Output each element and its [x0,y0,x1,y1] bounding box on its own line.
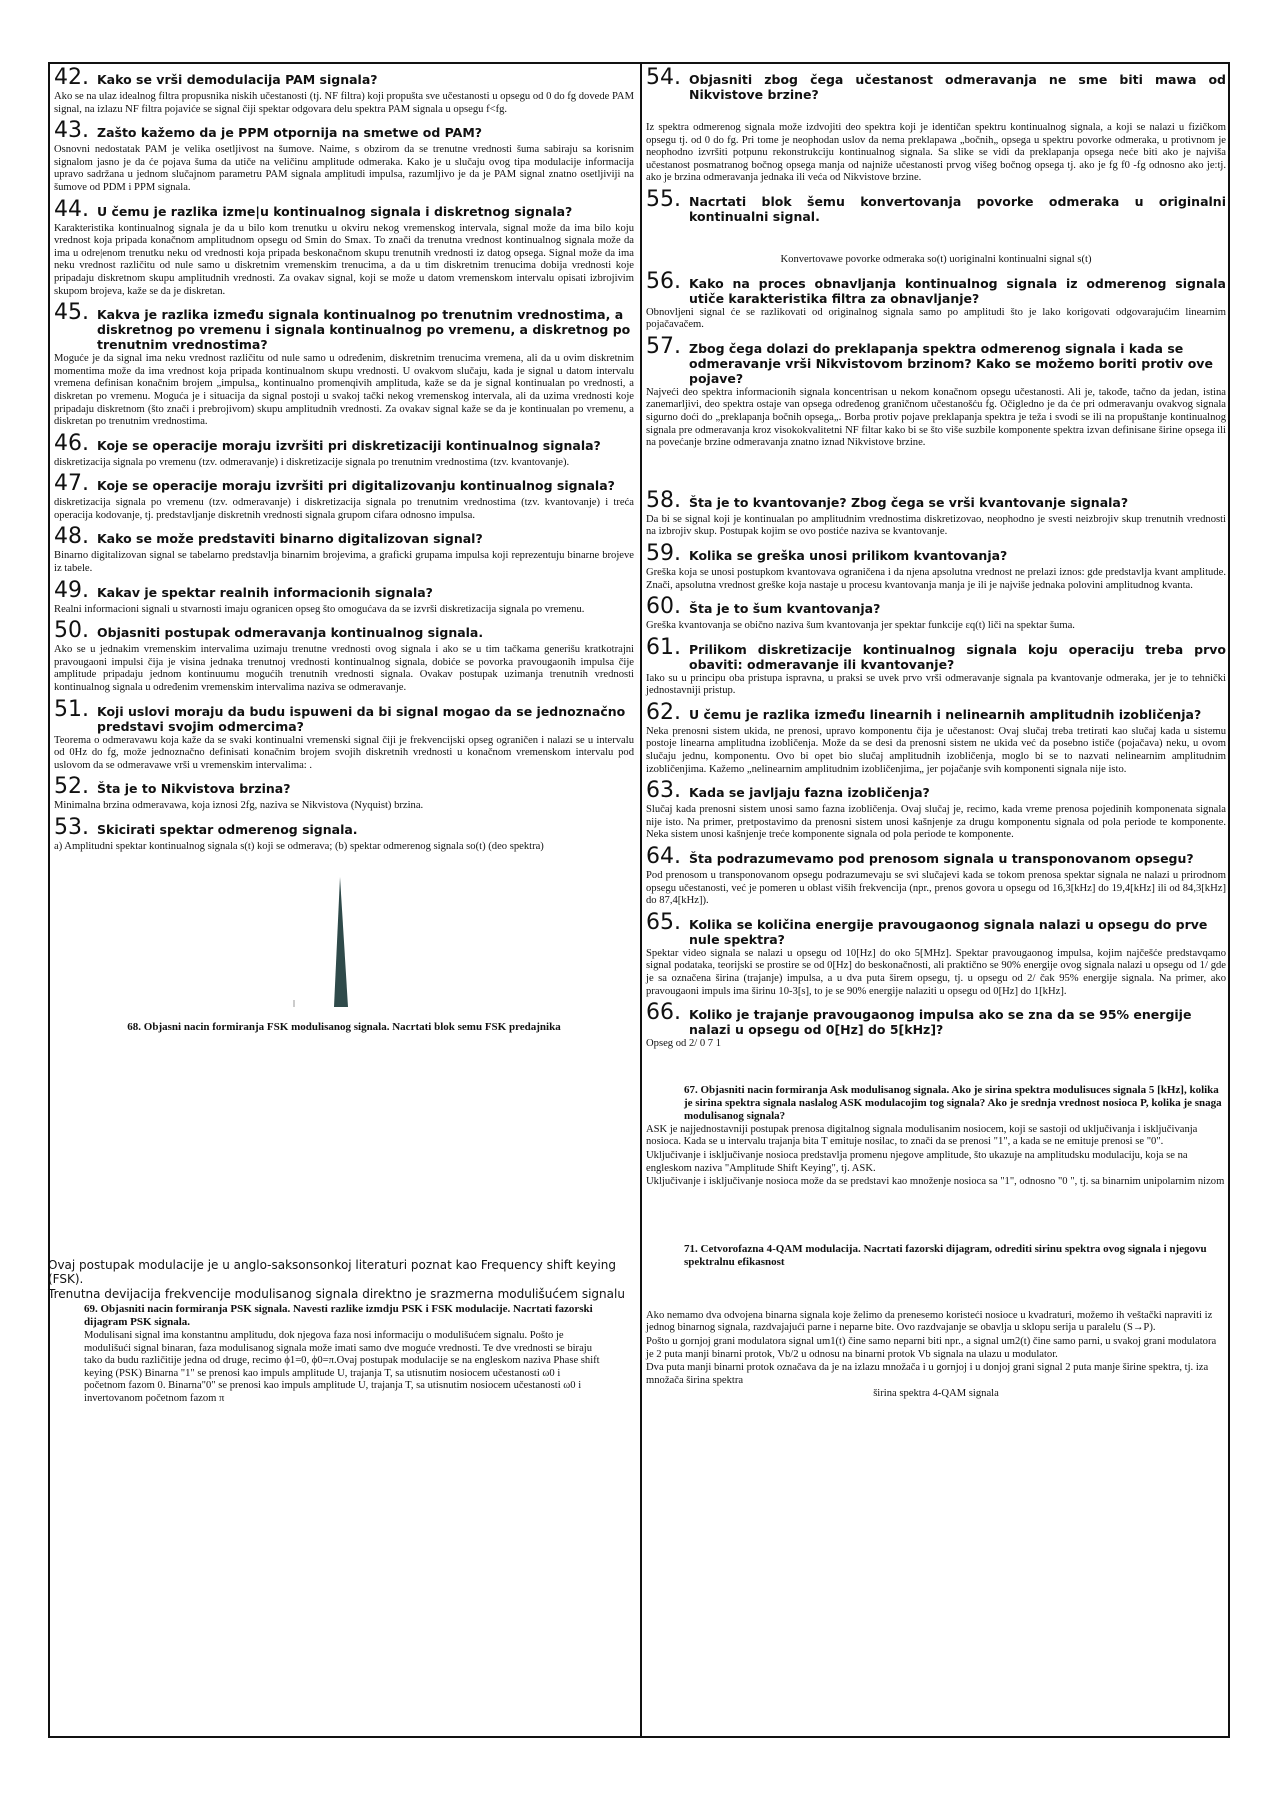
question-number: 48. [54,524,89,550]
question-number: 51. [54,696,89,722]
answer-text: Osnovni nedostatak PAM je velika osetljivost na šumove. Naime, s obzirom da se trenutne vrednosti šuma sabiraju sa korisnim signalom jasno je da će pojava šuma da utiče na veličinu amplitude odmeraka. Kako je u slučaju ovog tipa modulacije informacija upravo sadržana u jednom slučajnom parametru PAM signala amplitudi impulsa, razumljivo je da je PAM signal znatno osetljiviji na šumove od PDM i PPM signala. [54,144,634,193]
answer-text: Binarno digitalizovan signal se tabelarno predstavlja binarnim brojevima, a graficki grupama impulsa koji reprezentuju binarne brojeve iz tabele. [54,550,634,575]
answer-text: Slučaj kada prenosni sistem unosi samo fazna izobličenja. Ovaj slučaj je, recimo, kada vreme prenosa pojedinih komponenata signala nije isto. Na primer, pretpostavimo da prenosni sistem unosi kašnjenje za drugu komponentu signala od pola periode te komponente. Neka sistem unosi kašnjenje treće komponente signala od pola periode te komponente. [646,804,1226,841]
question-number: 64. [646,844,681,870]
answer-text: Greška koja se unosi postupkom kvantovava ograničena i da njena apsolutna vrednost ne prelazi iznos: gde predstavlja kvant amplitude. Znači, apsolutna vrednost greške koja nastaje u procesu kvantovanja manja je ili je najviše jednaka polovini amplitudnog kvanta. [646,566,1226,591]
question-title: Kada se javljaju fazna izobličenja? [689,785,930,801]
question-number: 55. [646,186,681,212]
question-59 [646,542,1226,592]
question-number: 54. [646,65,681,90]
fsk-line-2: Trenutna devijacija frekvencije modulisanog signala direktno je srazmerna modulišućem signalu [48,1286,625,1301]
question-title: Prilikom diskretizacije kontinualnog signala koju operaciju treba prvo obaviti: odmeravanje ili kvantovanje? [689,641,1226,672]
question-number: 49. [54,577,89,603]
question-title: Koji uslovi moraju da budu ispuweni da bi signal mogao da se jednoznačno predstavi svojim odmercima? [97,703,626,734]
answer-text: Minimalna brzina odmeravawa, koja iznosi 2fg, naziva se Nikvistova (Nyquist) brzina. [54,800,424,812]
answer-text: Greška kvantovanja se obično naziva šum kvantovanja jer spektar funkcije εq(t) liči na spektar šuma. [646,620,1075,632]
question-number: 56. [646,268,681,294]
question-title: Šta je to kvantovanje? Zbog čega se vrši kvantovanje signala? [689,494,1129,510]
question-61 [646,636,1226,698]
question-42 [54,66,634,116]
question-number: 59. [646,540,681,566]
question-56 [646,270,1226,332]
answer-text: Obnovljeni signal će se razlikovati od originalnog signala samo po amplitudi što je lako korigovati odgovarajućim linearnim pojačavačem. [646,306,1226,331]
question-title: Koje se operacije moraju izvršiti pri digitalizovanju kontinualnog signala? [97,478,615,494]
question-number: 47. [54,471,89,497]
question-58 [646,489,1226,539]
question-title: Kakav je spektar realnih informacionih signala? [97,584,433,600]
question-number: 45. [54,300,89,326]
blank-space [54,1034,634,1258]
answer-text: Konvertovawe povorke odmeraka so(t) uoriginalni kontinualni signal s(t) [780,253,1092,265]
question-title: Zbog čega dolazi do preklapanja spektra odmerenog signala i kada se odmeravanje vrši Nikvistovom brzinom? Kako se možemo boriti protiv ove pojave? [689,340,1213,386]
question-71 [646,1243,1226,1401]
figure-caption: širina spektra 4-QAM signala [873,1388,999,1400]
question-title: U čemu je razlika izme|u kontinualnog signala i diskretnog signala? [97,203,573,219]
question-title: Šta je to šum kvantovanja? [689,601,881,617]
answer-text: Iz spektra odmerenog signala može izdvojiti deo spektra koji je identičan spektru kontinualnog signala, a koji se nalazi u fizičkom opsegu tj. od 0 do fg. Pri tome je neophodan uslov da nema preklapawa „bočnih„ opsega u spektru povorke odmeraka, u protivnom je neophodno izvršiti potpunu rekonstrukciju kontinualnog signala. Sa slike se vidi da preklapanja opsega neće biti ako je najviša učestanost posmatranog bočnog opsega manja od najniže učestanosti prvog višeg bočnog opsega tj. ako je fg f0 -fg odnosno ako je:tj. ako je brzina odmeravanja jednaka ili veća od Nikvistove brzine. [646,122,1226,184]
question-number: 62. [646,699,681,725]
spectrum-peak [334,877,348,1007]
answer-text: Teorema o odmeravawu koja kaže da se svaki kontinualni vremenski signal čiji je frekvencijski opseg ograničen i nalazi se u intervalu od 0Hz do fg, može jednoznačno definisati konačnim brojem svojih diskretnih vrednosti u konačnom vremenskom intervalu pod uslovom da se odmeravawe vrši u vremenskim intervalima: . [54,734,634,771]
question-65 [646,911,1226,998]
question-title: Kolika se greška unosi prilikom kvantovanja? [689,547,1008,563]
answer-text: diskretizacija signala po vremenu (tzv. odmeravanje) i diskretizacija signala po trenutnim vrednostima (tzv. kvantovanje) i treća operacija kodovanje, tj. predstavljanje diskretnih vrednosti signala grupom cifara odnosno impulsa. [54,497,634,521]
blank-space [646,1189,1226,1243]
left-column [48,65,634,1734]
answer-text-1: ASK je najjednostavniji postupak prenosa digitalnog signala modulisanim nosiocem, koji se sastoji od uključivanja i isključivanja nosioca. Kada se u intervalu trajanja bita T emituje nosilac, to znači da se prenosi "1", a kada se ne emituje prenosi se "0". [646,1123,1198,1148]
question-number: 66. [646,1000,681,1026]
answer-text: Karakteristika kontinualnog signala je da u bilo kom trenutku u okviru nekog vremenskog intervala, signal može da ima bilo koju vrednost koja pripada konačnom amplitudnom opsegu od Smin do Smax. To znači da trenutna vrednost kontinualnog signala može da ima u odre|enom trenutku neku od vrednosti koja pripada beskonačnom skupu trenutnih vrednosti iz datog opsega. Signal može da ima neku vrednost različitu od nule samo u diskretnim vremenskim trenucima, a da u tim diskretnim trenucima dobija vrednosti koje pripadaju diskretnom skupu amplitudnih vrednosti. Za ovakav signal, koji se može u datom vremenskom intervalu opisati izbrojivim skupom brojeva, kaže se da je diskretan. [54,222,634,297]
question-43 [54,119,634,194]
answer-text: Ako se u jednakim vremenskim intervalima uzimaju trenutne vrednosti ovog signala i ako se u tim tačkama generišu kratkotrajni pravougaoni impulsi čija je visina jednaka trenutnoj vrednosti kontinualnog signala, dobiće se povorka pravougaonih impulsa čije amplitude pripadaju jednom kontinuumu mogućih trenutnih vrednosti signala. Ovakav postupak uzimanja trenutnih vrednosti kontinualnog signala u određenim vremenskim intervalima naziva se odmeravanje. [54,644,634,694]
answer-text: diskretizacija signala po vremenu (tzv. odmeravanje) i diskretizacije signala po trenutnim vrednostima (tzv. kvantovanje). [54,456,570,468]
question-title: Kako se vrši demodulacija PAM signala? [97,72,378,87]
question-number: 44. [54,196,89,222]
question-title: Šta podrazumevamo pod prenosom signala u transponovanom opsegu? [689,851,1194,867]
question-number: 58. [646,487,681,513]
question-66 [646,1001,1226,1051]
question-68-title: 68. Objasni nacin formiranja FSK modulisanog signala. Nacrtati blok semu FSK predajnika [127,1020,561,1033]
question-title: Objasniti zbog čega učestanost odmeravanja ne sme biti mawa od Nikvistove brzine? [689,72,1226,102]
answer-text: Najveći deo spektra informacionih signala koncentrisan u nekom konačnom opsegu učestanosti. Ali je, takođe, tačno da jedan, istina zanemarljivi, deo spektra ostaje van opsega određenog graničnom učestanošću fg. Očigledno je da će pri odmeravanju ovakvog signala sigurno doći do „preklapanja bočnih opsega„. Borba protiv pojave preklapanja spektra je teža i svodi se ili na propuštanje kontinualnog signala pre odmeravanja kroz visokokvalitetni NF filtar kako bi se što više suzbile komponente spektra izvan definisane širine opsega ili na povećanje brzine odmeravanja znatno iznad Nikvistove brzine. [646,386,1226,449]
question-53 [54,816,634,854]
question-title: Objasniti postupak odmeravanja kontinualnog signala. [97,625,484,641]
answer-text-3: Dva puta manji binarni protok označava da je na izlazu množača i u gornjoj i u donjoj grani signal 2 puta manje širine spektra, tj. iza množača širina spektra [646,1362,1209,1386]
question-67 [646,1084,1226,1189]
column-divider [640,62,642,1738]
blank-space [646,453,1226,489]
question-number: 63. [646,778,681,804]
answer-text: Neka prenosni sistem ukida, ne prenosi, upravo komponentu čija je učestanost: Ovaj slučaj treba tretirati kao slučaj kada u sistemu postoje linearna amplitudna izobličenja. Može da se desi da prenosni sistem ne ukida već da posebno ističe (pojačava) neku, u ovom slučaju jednu, komponentu. Ovo bi opet bio slučaj amplitudnih izobličenja, moglo bi se to nazvati nelinearnim amplitudnim izobličenjima. Kažemo „nelinearnim amplitudnim izobličenjima„ jer pojačanje svih komponenti signala nije isto. [646,725,1226,775]
question-number: 61. [646,634,681,660]
right-column [646,66,1226,1734]
answer-text-2: Uključivanje i isključivanje nosioca predstavlja promenu njegove amplitude, što ukazuje na amplitudsku modulaciju, koja se na engleskom naziva "Amplitude Shift Keying", tj. ASK. [646,1149,1188,1174]
spectrum-figure [54,857,634,1017]
question-title: Šta je to Nikvistova brzina? [97,781,291,797]
question-number: 52. [54,774,89,800]
question-title: Nacrtati blok šemu konvertovanja povorke odmeraka u originalni kontinualni signal. [689,193,1226,224]
fsk-line-1: Ovaj postupak modulacije je u anglo-saksonsonkoj literaturi poznat kao Frequency shift keying (FSK). [48,1257,616,1287]
question-69 [84,1303,604,1406]
question-47 [54,472,634,522]
answer-text-2: Pošto u gornjoj grani modulatora signal um1(t) čine samo neparni biti npr., a signal um2(t) čine samo parni, u svakoj grani modulatora je 2 puta manji binarni protok, Vb/2 u odnosu na binarni protok Vb signala na ulazu u modulator. [646,1335,1217,1360]
question-55 [646,188,1226,267]
answer-text: Modulisani signal ima konstantnu amplitudu, dok njegova faza nosi informaciju o modulišućem signalu. Pošto je modulišući signal binaran, faza modulisanog signala može imati samo dve moguće vrednosti. Te dve vrednosti se biraju tako da budu različitije jedna od druge, recimo ϕ1=0, ϕ0=π.Ovaj postupak modulacije se na engleskom naziva Phase shift keying (PSK) Binarna "1" se prenosi kao impuls amplitude U, trajanja T, sa utisnutim nosiocem učestanosti ω0 i početnom fazom 0. Binarna"0" se prenosi kao impuls amplitude U, trajanja T, sa utisnutim nosiocem učestanosti ω0 i invertovanom početnom fazom π [84,1330,600,1405]
question-60 [646,595,1226,633]
question-44 [54,198,634,299]
answer-text: Ako se na ulaz idealnog filtra propusnika niskih učestanosti (tj. NF filtra) koji propušta sve učestanosti u opsegu od 0 do fg dovede PAM signal, na izlazu NF filtra pojaviće se signal čiji spektar odgovara delu spektra PAM signala u opsegu f<fg. [54,91,634,115]
question-71-title: 71. Cetvorofazna 4-QAM modulacija. Nacrtati fazorski dijagram, odrediti sirinu spektra ovog signala i njegovu spektralnu efikasnost [684,1242,1207,1268]
question-63 [646,779,1226,842]
answer-text: Opseg od 2/ 0 7 1 [646,1038,722,1050]
answer-text: Moguće je da signal ima neku vrednost različitu od nule samo u određenim, diskretnim trenucima vremena, ali da u ovim diskretnim momentima može da ima vrednost koja pripada kontinualnom skupu vrednosti. U ovakvom slučaju, kada je signal u datom intervalu vremena definisan konačnim brojem „impulsa„ kontinualno promenqivih amplituda, kaže se da je signal kontinualan po vrednosti, a diskretan po vremenu. Moguća je i situacija da signal postoji u svakoj tački nekog vremenskog intervala, ali da uzima vrednosti koje pripadaju diskretnom (što znači i prebrojivom) skupu amplitudnih vrednosti. Za ovakav signal kaže se da je kontinualan po vremenu, a diskretan po trenutnim vrednostima. [54,353,634,428]
question-67-title: 67. Objasniti nacin formiranja Ask modulisanog signala. Ako je sirina spektra modulisuces signala 5 [kHz], kolika je sirina spektra signala naslalog ASK modulacojim tog signala? Ako je srednja vrednost nosioca P, kolika je snaga modulisanog signala? [684,1083,1222,1122]
question-46 [54,432,634,470]
answer-text-1: Ako nemamo dva odvojena binarna signala koje želimo da prenesemo koristeći nosioce u kvadraturi, možemo ih veštački napraviti iz jednog binarnog signala, razdvajajući parne i neparne bite. Ovo razdvajanje se obavlja u sklopu serija u paralelu (S→P). [646,1309,1213,1334]
blank-space [646,1269,1226,1309]
question-52 [54,775,634,813]
question-title: Kako na proces obnavljanja kontinualnog signala iz odmerenog signala utiče karakteristika filtra za obnavljanje? [689,275,1226,306]
question-number: 46. [54,430,89,456]
question-title: Skicirati spektar odmerenog signala. [97,822,358,837]
question-69-title: 69. Objasniti nacin formiranja PSK signala. Navesti razlike izmdju PSK i FSK modulacije. Nacrtati fazorski dijagram PSK signala. [84,1303,593,1329]
question-title: Koje se operacije moraju izvršiti pri diskretizaciji kontinualnog signala? [97,437,601,453]
question-62 [646,701,1226,776]
question-title: U čemu je razlika između linearnih i nelinearnih amplitudnih izobličenja? [689,706,1202,722]
question-title: Zašto kažemo da je PPM otpornija na smetwe od PAM? [97,125,483,141]
answer-text: Spektar video signala se nalazi u opsegu od 10[Hz] do oko 5[MHz]. Spektar pravougaonog impulsa, kojim najčešće predstavqamo signal podataka, teorijski se prostire se od 0[Hz] do beskonačnosti, ali praktično se 90% energije ovog signala nalazi u opsegu od 1/ gde je sa označena širina (trajanje) impulsa, a u dva puta širem opsegu, tj. u opsegu od 2/ čak 95% energije signala. Na primer, ako pravougaoni impuls ima širinu 10-3[s], to je se 90% energije nalaziti u opsegu od 0[Hz] do 1[kHz]. [646,947,1226,997]
question-57 [646,335,1226,450]
answer-text: Iako su u principu oba pristupa ispravna, u praksi se uvek prvo vrši odmeravanje signala pa kvantovanje odmeraka, jer je to tehnički jednostavniji pristup. [646,672,1226,697]
question-number: 53. [54,815,89,840]
question-number: 65. [646,909,681,935]
question-54 [646,66,1226,185]
blank-space [646,1054,1226,1084]
question-51 [54,698,634,773]
question-50 [54,619,634,694]
spectrum-sketch [54,857,634,1017]
question-number: 60. [646,594,681,620]
question-number: 42. [54,65,89,90]
question-number: 57. [646,333,681,359]
question-title: Kako se može predstaviti binarno digitalizovan signal? [97,531,483,547]
question-64 [646,845,1226,908]
question-title: Kolika se količina energije pravougaonog signala nalazi u opsegu do prve nule spektra? [689,916,1208,947]
answer-text: Pod prenosom u transponovanom opsegu podrazumevaju se svi slučajevi kada se tokom prenosa spektar signala ne nalazi u prirodnom opsegu učestanosti, već je pomeren u oblast viših frekvencija (npr., prenos govora u opsegu od 16,3[kHz] do 19,4[kHz] ili od 84,3[kHz] do 87,4[kHz]). [646,870,1226,907]
question-45 [54,301,634,429]
question-number: 50. [54,618,89,644]
answer-text: Da bi se signal koji je kontinualan po amplitudnim vrednostima diskretizovao, neophodno je svesti neizbrojiv skup trenutnih vrednosti na izbrojiv skup. Postupak kojim se ovo postiće naziva se kvantovanje. [646,513,1226,538]
question-number: 43. [54,118,89,144]
answer-text-3: Uključivanje i isključivanje nosioca može da se predstavi kao množenje nosioca sa "1", odnosno "0 ", tj. sa binarnim unipolarnim nizom [646,1176,1225,1188]
question-title: Kakva je razlika između signala kontinualnog po trenutnim vrednostima, a diskretnog po vremenu i signala kontinualnog po vremenu, a diskretnog po trenutnim vrednostima? [97,307,631,353]
fsk-text [48,1258,634,1302]
question-49 [54,579,634,617]
answer-text: a) Amplitudni spektar kontinualnog signala s(t) koji se odmerava; (b) spektar odmerenog signala so(t) (deo spektra) [54,841,544,852]
question-title: Koliko je trajanje pravougaonog impulsa ako se zna da se 95% energije nalazi u opsegu od 0[Hz] do 5[kHz]? [689,1007,1192,1038]
question-48 [54,525,634,575]
answer-text: Realni informacioni signali u stvarnosti imaju ogranicen opseg što omogućava da se izvrši diskretizacija signala po vremenu. [54,603,585,615]
